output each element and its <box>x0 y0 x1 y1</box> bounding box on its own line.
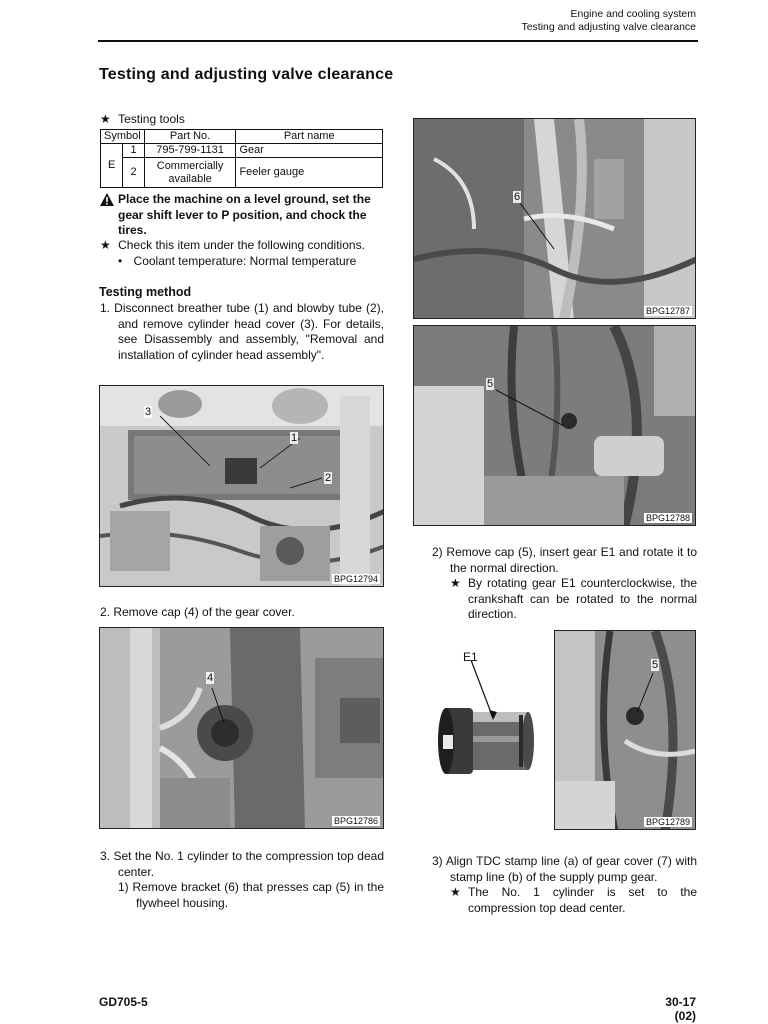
footer-revision: (02) <box>674 1009 696 1023</box>
star-icon: ★ <box>100 238 111 252</box>
figure-gear-cover-cap <box>99 627 384 829</box>
gear-cover-photo-illustration <box>100 628 384 829</box>
figure-code: BPG12787 <box>645 306 690 316</box>
part-no-cell: Commercially available <box>144 158 236 188</box>
callout-4: 4 <box>207 672 214 684</box>
callout-2: 2 <box>325 472 332 484</box>
tools-heading: Testing tools <box>118 112 185 126</box>
row-no-cell: 2 <box>123 158 144 188</box>
bullet-icon: • <box>118 254 123 268</box>
partname-header: Part name <box>236 130 383 144</box>
gear-tool-illustration <box>413 640 549 812</box>
figure-flywheel-cap <box>413 325 696 526</box>
step-3-3-note <box>450 885 697 916</box>
step-3-2-note <box>450 576 697 623</box>
star-icon: ★ <box>450 576 461 590</box>
tools-heading-line <box>100 112 185 128</box>
step-2: 2. Remove cap (4) of the gear cover. <box>100 605 295 619</box>
part-name-cell: Feeler gauge <box>236 158 383 188</box>
symbol-cell: E <box>101 144 123 188</box>
callout-3: 3 <box>145 406 152 418</box>
warning-triangle-icon <box>100 193 114 206</box>
footer-page-block <box>665 995 696 1023</box>
callout-6: 6 <box>514 191 521 203</box>
bracket-photo-illustration <box>414 119 696 319</box>
symbol-header: Symbol <box>101 130 145 144</box>
warning-text: Place the machine on a level ground, set the gear shift lever to P position, and chock the tires. <box>118 192 371 237</box>
step-3: 3. Set the No. 1 cylinder to the compression top dead center. <box>100 849 384 879</box>
step-3-2: 2) Remove cap (5), insert gear E1 and rotate it to the normal direction. <box>432 545 697 575</box>
gear-label: E1 <box>463 650 478 664</box>
gear-inserted-photo-illustration <box>555 631 696 830</box>
condition-line <box>118 254 384 270</box>
header-subsection: Testing and adjusting valve clearance <box>521 21 696 33</box>
engine-photo-illustration <box>100 386 384 587</box>
footer-model: GD705-5 <box>99 995 148 1009</box>
figure-code: BPG12794 <box>333 574 378 584</box>
callout-5: 5 <box>652 659 659 671</box>
figure-gear-inserted <box>554 630 696 830</box>
step-3-2-note-text: By rotating gear E1 counterclockwise, the crankshaft can be rotated to the normal direction. <box>468 576 697 621</box>
callout-1: 1 <box>291 432 298 444</box>
page-title: Testing and adjusting valve clearance <box>99 66 394 83</box>
condition-text: Coolant temperature: Normal temperature <box>133 254 357 268</box>
check-text: Check this item under the following conditions. <box>118 238 365 252</box>
method-heading: Testing method <box>99 285 192 299</box>
footer-page: 30-17 <box>665 995 696 1009</box>
flywheel-photo-illustration <box>414 326 696 526</box>
figure-gear-e1 <box>413 640 549 812</box>
step-3-3-note-text: The No. 1 cylinder is set to the compression top dead center. <box>468 885 697 915</box>
figure-code: BPG12788 <box>645 513 690 523</box>
figure-bracket <box>413 118 696 319</box>
figure-code: BPG12789 <box>645 817 690 827</box>
step-3-3: 3) Align TDC stamp line (a) of gear cover (7) with stamp line (b) of the supply pump gear. <box>432 854 697 884</box>
check-line <box>100 238 384 254</box>
star-icon: ★ <box>450 885 461 899</box>
table-row <box>101 158 383 188</box>
header-section: Engine and cooling system <box>570 8 696 20</box>
figure-engine-head-cover <box>99 385 384 587</box>
callout-5: 5 <box>487 378 494 390</box>
partno-header: Part No. <box>144 130 236 144</box>
step-1: 1. Disconnect breather tube (1) and blowby tube (2), and remove cylinder head cover (3). For details, see Disassembly and assembly, "Removal and installation of cylinder head assembly". <box>100 301 384 362</box>
table-header-row <box>101 130 383 144</box>
row-no-cell: 1 <box>123 144 144 158</box>
table-row <box>101 144 383 158</box>
part-name-cell: Gear <box>236 144 383 158</box>
step-3-1: 1) Remove bracket (6) that presses cap (5) in the flywheel housing. <box>118 880 384 910</box>
header-rule <box>98 40 698 42</box>
part-no-cell: 795-799-1131 <box>144 144 236 158</box>
figure-code: BPG12786 <box>333 816 378 826</box>
tools-table-body <box>100 129 383 188</box>
star-icon: ★ <box>100 112 111 126</box>
warning-block <box>100 192 384 239</box>
